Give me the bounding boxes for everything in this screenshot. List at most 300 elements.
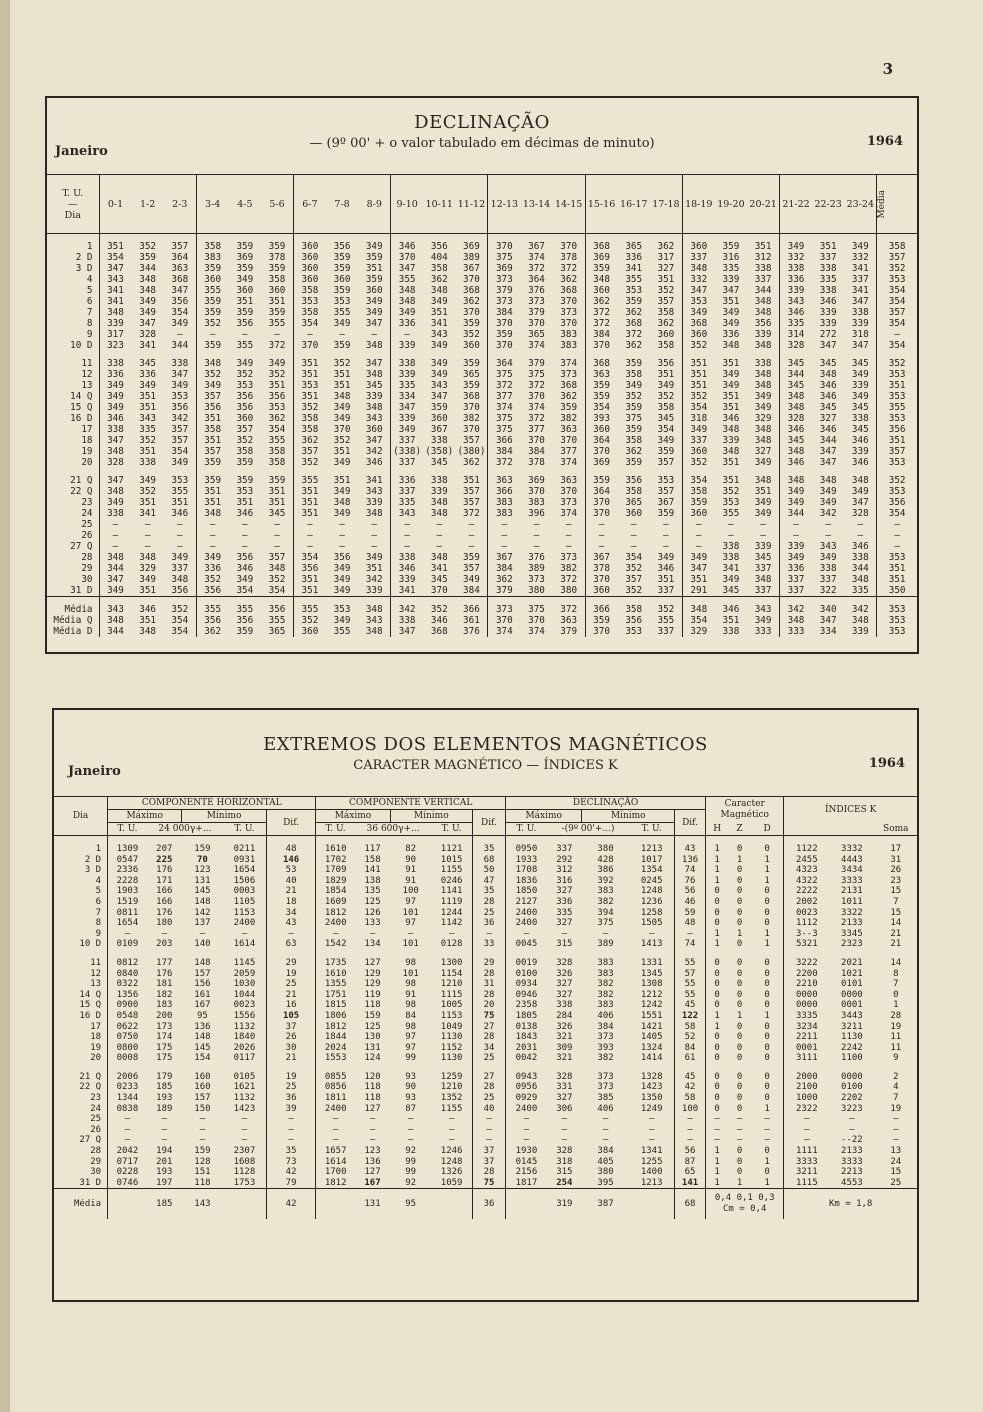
decl-value-cell: 349 (236, 358, 254, 369)
ext-gap-cell (266, 1064, 316, 1072)
ext-value-cell: 19 (890, 1021, 902, 1032)
ext-value-cell: 326 (556, 968, 573, 979)
ext-value-cell: 225 (156, 854, 173, 865)
decl-value-cell: — (176, 541, 183, 552)
ext-header-h-char: H (706, 823, 729, 836)
decl-value-cell: 372 (488, 457, 520, 468)
ext-value-cell: 59 (675, 908, 706, 919)
ext-value-cell: 1344 (108, 1093, 147, 1104)
ext-value-cell: 0003 (233, 886, 256, 897)
ext-value-cell: 13 (890, 1146, 902, 1157)
ext-value-cell: 2400 (316, 1104, 355, 1115)
ext-value-cell: 39 (266, 1104, 316, 1115)
decl-value-cell: 351 (293, 358, 325, 369)
decl-gap-cell (326, 234, 358, 242)
decl-media-cell: 356 (877, 497, 917, 508)
ext-day-label: 9 (95, 928, 102, 939)
decl-value-cell: 356 (268, 391, 286, 402)
ext-value-cell: 1735 (316, 958, 355, 969)
decl-value-cell: 355 (293, 604, 325, 615)
ext-value-cell: 179 (156, 1071, 173, 1082)
ext-value-cell: 50 (473, 865, 506, 876)
decl-gap-cell (47, 468, 99, 475)
decl-value-cell: 360 (682, 508, 714, 519)
decl-value-cell: 370 (463, 402, 480, 413)
ext-value-cell: 35 (266, 1146, 316, 1157)
ext-value-cell: 1030 (233, 979, 256, 990)
ext-value-cell: 125 (364, 1021, 381, 1032)
decl-value-cell: 370 (585, 497, 617, 508)
decl-value-cell: 378 (585, 563, 617, 574)
decl-value-cell: 355 (268, 318, 286, 329)
ext-footer-h-max: 185 (156, 1198, 173, 1209)
decl-value-cell: 346 (819, 391, 837, 402)
ext-value-cell: 2213 (841, 1167, 863, 1178)
decl-value-cell: 352 (682, 391, 714, 402)
ext-value-cell: 201 (156, 1156, 173, 1167)
ext-value-cell: 1844 (316, 1032, 355, 1043)
decl-value-cell: 379 (488, 585, 520, 597)
ext-value-cell: 84 (405, 1010, 417, 1021)
decl-value-cell: 339 (819, 307, 837, 318)
ext-value-cell: 1423 (640, 1082, 663, 1093)
ext-header-d-tu2: T. U. (641, 824, 662, 834)
ext-value-cell: 92 (405, 1146, 417, 1157)
decl-value-cell: — (630, 530, 637, 541)
ext-value-cell: 0 (706, 1104, 729, 1115)
decl-value-cell: 353 (236, 486, 254, 497)
decl-value-cell: 375 (488, 413, 520, 424)
ext-header-d-tu: T. U. (506, 823, 547, 836)
decl-value-cell: 374 (528, 626, 545, 637)
decl-value-cell: 373 (488, 296, 520, 307)
ext-value-cell: 29 (473, 958, 506, 969)
decl-value-cell: — (825, 530, 831, 541)
ext-value-cell: 1005 (440, 1000, 463, 1011)
ext-day-label: 11 (90, 957, 102, 968)
ext-footer-z-dif: 36 (473, 1189, 506, 1219)
ext-value-cell: — (893, 1135, 899, 1146)
decl-value-cell: 359 (196, 475, 228, 486)
decl-media-cell: 353 (877, 486, 917, 497)
ext-value-cell: 1017 (640, 854, 663, 865)
decl-value-cell: 357 (171, 435, 189, 446)
decl-value-cell: 383 (528, 497, 545, 508)
decl-media-cell: 354 (877, 340, 917, 351)
decl-value-cell: 351 (682, 574, 714, 585)
ext-value-cell: 0023 (233, 1000, 256, 1011)
decl-value-cell: 372 (528, 263, 545, 274)
ext-day-label: 8 (95, 918, 102, 929)
ext-day-label: 12 (90, 968, 102, 979)
decl-value-cell: 349 (754, 391, 772, 402)
ext-value-cell: 30 (266, 1043, 316, 1054)
ext-value-cell: 166 (156, 896, 173, 907)
ext-value-cell: 1212 (640, 989, 663, 1000)
decl-value-cell: 343 (430, 380, 448, 391)
decl-value-cell: 337 (391, 457, 423, 468)
decl-gap-cell (877, 597, 917, 605)
decl-value-cell: 348 (333, 497, 351, 508)
decl-value-cell: 335 (139, 424, 157, 435)
decl-value-cell: 347 (819, 340, 837, 351)
decl-value-cell: 337 (780, 574, 812, 585)
ext-row (54, 886, 917, 897)
decl-value-cell: 348 (365, 369, 383, 380)
decl-value-cell: 349 (819, 497, 837, 508)
decl-value-cell: 358 (268, 274, 286, 285)
decl-value-cell: 345 (819, 402, 837, 413)
ext-value-cell: — (506, 1125, 547, 1136)
ext-gap-cell (629, 950, 674, 958)
ext-gap-cell (431, 1064, 472, 1072)
ext-value-cell: 142 (194, 907, 211, 918)
decl-value-cell: — (468, 541, 475, 552)
decl-value-cell: 364 (585, 486, 617, 497)
ext-value-cell: 1930 (506, 1146, 547, 1157)
ext-value-cell: 105 (266, 1011, 316, 1022)
ext-value-cell: 136 (194, 1021, 211, 1032)
ext-value-cell: 3--3 (784, 929, 829, 940)
ext-value-cell: — (448, 1114, 455, 1125)
ext-value-cell: 1 (706, 876, 729, 887)
decl-value-cell: 369 (585, 457, 617, 468)
decl-value-cell: 359 (236, 263, 254, 274)
decl-header-dash: — (68, 198, 78, 210)
decl-value-cell: 368 (560, 380, 578, 391)
ext-gap-cell (182, 836, 223, 845)
decl-gap-cell (747, 597, 779, 605)
ext-value-cell: 33 (473, 939, 506, 950)
ext-header-d-base: -(9º 00'+...) (561, 824, 615, 834)
ext-row (54, 1114, 917, 1125)
decl-value-cell: 343 (139, 413, 157, 424)
ext-value-cell: — (199, 1124, 206, 1135)
decl-value-cell: 348 (139, 274, 157, 285)
ext-value-cell: 101 (402, 939, 419, 950)
decl-value-cell: 354 (293, 318, 325, 329)
ext-value-cell: 25 (266, 1082, 316, 1093)
decl-value-cell: 348 (780, 475, 812, 486)
ext-value-cell: 11 (890, 1042, 902, 1053)
ext-value-cell: 37 (473, 1146, 506, 1157)
decl-gap-cell (877, 351, 917, 358)
decl-value-cell: — (371, 541, 378, 552)
decl-media-cell: 352 (877, 263, 917, 274)
decl-media-cell: — (877, 329, 917, 340)
decl-value-cell: 379 (560, 626, 578, 637)
decl-value-cell: 369 (585, 252, 617, 263)
decl-value-cell: 328 (780, 413, 812, 424)
decl-day-label: 8 (86, 318, 93, 329)
ext-value-cell: 52 (675, 1032, 706, 1043)
decl-value-cell: 346 (139, 604, 157, 615)
decl-value-cell: 351 (722, 391, 740, 402)
decl-value-cell: 346 (722, 413, 740, 424)
decl-value-cell: — (488, 519, 520, 530)
ext-value-cell: 79 (266, 1178, 316, 1189)
decl-value-cell: 344 (139, 263, 157, 274)
decl-header-hour: 13-14 (520, 175, 552, 234)
decl-value-cell: 361 (463, 615, 480, 626)
ext-value-cell: 173 (156, 1021, 173, 1032)
ext-value-cell: 37 (266, 1022, 316, 1033)
decl-gap-cell (520, 597, 552, 605)
decl-value-cell: 355 (171, 486, 189, 497)
decl-value-cell: 359 (268, 263, 286, 274)
decl-value-cell: 339 (851, 380, 869, 391)
decl-gap-cell (196, 597, 228, 605)
ext-value-cell: 58 (675, 1022, 706, 1033)
ext-value-cell: 189 (156, 1103, 173, 1114)
decl-value-cell: 344 (780, 369, 812, 380)
ext-value-cell: 0900 (108, 1000, 147, 1011)
decl-value-cell: 344 (780, 508, 812, 519)
ext-header-h-base: 24 000γ+... (158, 824, 212, 834)
ext-value-cell: 2 (893, 1071, 899, 1082)
decl-value-cell: 357 (196, 446, 228, 457)
decl-value-cell: 347 (171, 285, 189, 296)
ext-value-cell: 3333 (784, 1157, 829, 1168)
decl-value-cell: 348 (333, 391, 351, 402)
decl-value-cell: 359 (236, 475, 254, 486)
ext-value-cell: 0023 (784, 908, 829, 919)
ext-row (54, 1053, 917, 1064)
ext-day-label: 5 (95, 886, 102, 897)
decl-value-cell: 358 (625, 369, 643, 380)
ext-value-cell: 36 (473, 918, 506, 929)
decl-value-cell: 328 (780, 340, 812, 351)
decl-value-cell: 349 (780, 241, 812, 252)
decl-value-cell: 353 (236, 380, 254, 391)
decl-value-cell: 358 (657, 340, 675, 351)
ext-value-cell: 120 (364, 1071, 381, 1082)
ext-value-cell: 4323 (784, 865, 829, 876)
ext-value-cell: 389 (597, 939, 614, 950)
ext-value-cell: 31 (890, 854, 902, 865)
decl-value-cell: — (176, 530, 183, 541)
decl-value-cell: 372 (528, 380, 545, 391)
ext-row (54, 1146, 917, 1157)
decl-gap-cell (618, 351, 650, 358)
ext-value-cell: 385 (597, 1093, 614, 1104)
decl-value-cell: 347 (171, 369, 189, 380)
decl-value-cell: 347 (99, 475, 131, 486)
ext-row (54, 1157, 917, 1168)
ext-value-cell: 1119 (440, 896, 463, 907)
ext-footer-blank (629, 1189, 674, 1219)
decl-value-cell: 351 (293, 508, 325, 519)
decl-value-cell: 351 (333, 380, 351, 391)
ext-value-cell: 167 (194, 1000, 211, 1011)
ext-value-cell: 0 (764, 968, 770, 979)
decl-value-cell: 346 (236, 563, 254, 574)
decl-value-cell: 336 (780, 274, 812, 285)
decl-value-cell: 360 (430, 413, 448, 424)
ext-value-cell: 1836 (506, 876, 547, 887)
ext-value-cell: — (764, 1135, 770, 1146)
decl-value-cell: — (274, 530, 280, 541)
ext-value-cell: 0 (764, 957, 770, 968)
ext-value-cell: 122 (675, 1011, 706, 1022)
ext-value-cell: 327 (556, 979, 573, 990)
decl-value-cell: — (242, 530, 248, 541)
decl-value-cell: 370 (528, 486, 545, 497)
ext-gap-cell (784, 950, 829, 958)
ext-row (54, 1167, 917, 1178)
decl-value-cell: 354 (236, 585, 254, 596)
ext-value-cell: 26 (266, 1032, 316, 1043)
ext-value-cell: 99 (405, 1167, 417, 1178)
ext-row (54, 958, 917, 969)
decl-header-media-label: Média (877, 189, 888, 219)
ext-value-cell: 135 (364, 886, 381, 897)
ext-value-cell: 2400 (316, 918, 355, 929)
ext-value-cell: 130 (364, 1032, 381, 1043)
ext-value-cell: — (266, 1135, 316, 1146)
ext-value-cell: 1355 (316, 979, 355, 990)
ext-value-cell: --22 (841, 1135, 863, 1146)
ext-value-cell: — (506, 1135, 547, 1146)
decl-day-label: 31 D (70, 585, 93, 596)
decl-value-cell: 349 (754, 402, 772, 413)
ext-value-cell: 156 (194, 979, 211, 990)
decl-value-cell: 345 (851, 358, 869, 369)
decl-gap-cell (423, 234, 455, 242)
decl-value-cell: 363 (171, 263, 189, 274)
decl-value-cell: 349 (268, 358, 286, 369)
ext-value-cell: 26 (890, 865, 902, 876)
ext-value-cell: — (369, 1124, 376, 1135)
decl-value-cell: 343 (780, 296, 812, 307)
decl-gap-cell (780, 351, 812, 358)
decl-value-cell: 359 (236, 241, 254, 252)
ext-value-cell: 318 (556, 1156, 573, 1167)
decl-value-cell: 344 (171, 340, 189, 351)
ext-value-cell: 0 (736, 1167, 743, 1178)
decl-value-cell: 352 (293, 457, 325, 468)
decl-value-cell: 404 (430, 252, 448, 263)
decl-value-cell: 349 (139, 380, 157, 391)
decl-value-cell: 352 (236, 369, 254, 380)
ext-header-d-dif: Dif. (675, 810, 706, 836)
decl-value-cell: 338 (722, 552, 740, 563)
decl-value-cell: 351 (463, 475, 480, 486)
decl-value-cell: 358 (625, 604, 643, 615)
decl-value-cell: — (391, 519, 423, 530)
decl-value-cell: 341 (99, 285, 131, 296)
decl-value-cell: 318 (851, 329, 869, 340)
decl-day-label: 17 (81, 424, 93, 435)
decl-value-cell: 346 (851, 541, 869, 552)
ext-value-cell: 28 (473, 1082, 506, 1093)
ext-row (54, 990, 917, 1001)
decl-value-cell: — (293, 519, 325, 530)
decl-media-cell: 352 (877, 475, 917, 486)
decl-gap-cell (585, 468, 617, 475)
ext-value-cell: 141 (675, 1178, 706, 1189)
ext-value-cell: 0019 (506, 958, 547, 969)
decl-value-cell: 351 (196, 413, 228, 424)
ext-value-cell: 2323 (841, 939, 863, 950)
decl-value-cell: 346 (851, 435, 869, 446)
ext-value-cell: 0001 (784, 1043, 829, 1054)
ext-value-cell: — (736, 1114, 743, 1125)
decl-gap-cell (229, 234, 261, 242)
decl-value-cell: 349 (430, 296, 448, 307)
ext-value-cell: — (199, 1135, 206, 1146)
decl-value-cell: 338 (722, 626, 740, 637)
decl-gap-cell (456, 351, 488, 358)
ext-value-cell: 194 (156, 1146, 173, 1157)
decl-row (47, 435, 917, 446)
ext-value-cell: 35 (473, 886, 506, 897)
ext-value-cell: 254 (556, 1177, 573, 1188)
decl-value-cell: — (565, 519, 572, 530)
ext-value-cell: 176 (156, 968, 173, 979)
ext-value-cell: 1 (706, 939, 729, 950)
decl-value-cell: 364 (585, 435, 617, 446)
decl-value-cell: 349 (171, 552, 189, 563)
decl-value-cell: 349 (819, 486, 837, 497)
decl-gap-cell (164, 468, 196, 475)
ext-value-cell: 0 (706, 958, 729, 969)
decl-value-cell: 349 (754, 615, 772, 626)
decl-value-cell: 369 (463, 241, 480, 252)
ext-value-cell: 0 (736, 1053, 743, 1064)
decl-value-cell: 372 (463, 508, 480, 519)
ext-value-cell: 0 (764, 1000, 770, 1011)
ext-value-cell: 0 (764, 1146, 770, 1157)
decl-day-label: 3 D (75, 263, 93, 274)
ext-value-cell: 1105 (233, 896, 256, 907)
decl-value-cell: 348 (754, 435, 772, 446)
decl-value-cell: 335 (391, 380, 423, 391)
decl-day-label: Média D (53, 626, 93, 637)
ext-value-cell: 3222 (784, 958, 829, 969)
decl-value-cell: 348 (365, 508, 383, 519)
ext-value-cell: 174 (156, 1032, 173, 1043)
decl-value-cell: 359 (625, 457, 643, 468)
decl-value-cell: 359 (333, 263, 351, 274)
ext-value-cell: 1405 (640, 1032, 663, 1043)
decl-value-cell: 379 (528, 358, 545, 369)
decl-value-cell: 316 (722, 252, 740, 263)
ext-row (54, 1022, 917, 1033)
decl-value-cell: 362 (625, 340, 643, 351)
ext-value-cell: 118 (364, 1093, 381, 1104)
extremos-table (54, 796, 917, 1219)
decl-value-cell: 343 (365, 413, 383, 424)
ext-value-cell: 3223 (841, 1103, 863, 1114)
ext-value-cell: 309 (556, 1042, 573, 1053)
ext-value-cell: 395 (597, 1177, 614, 1188)
decl-value-cell: 343 (365, 486, 383, 497)
decl-value-cell: 349 (196, 552, 228, 563)
ext-gap-cell (390, 950, 431, 958)
ext-value-cell: 25 (890, 1177, 902, 1188)
ext-value-cell: — (108, 929, 147, 940)
decl-value-cell: 339 (365, 497, 383, 508)
decl-value-cell: 370 (488, 340, 520, 351)
decl-header-day (47, 175, 99, 234)
ext-gap-cell (706, 950, 729, 958)
decl-value-cell: 370 (463, 424, 480, 435)
ext-value-cell: 73 (266, 1157, 316, 1168)
ext-gap-cell (390, 1064, 431, 1072)
ext-value-cell: 145 (194, 886, 211, 897)
ext-value-cell: 56 (675, 886, 706, 897)
